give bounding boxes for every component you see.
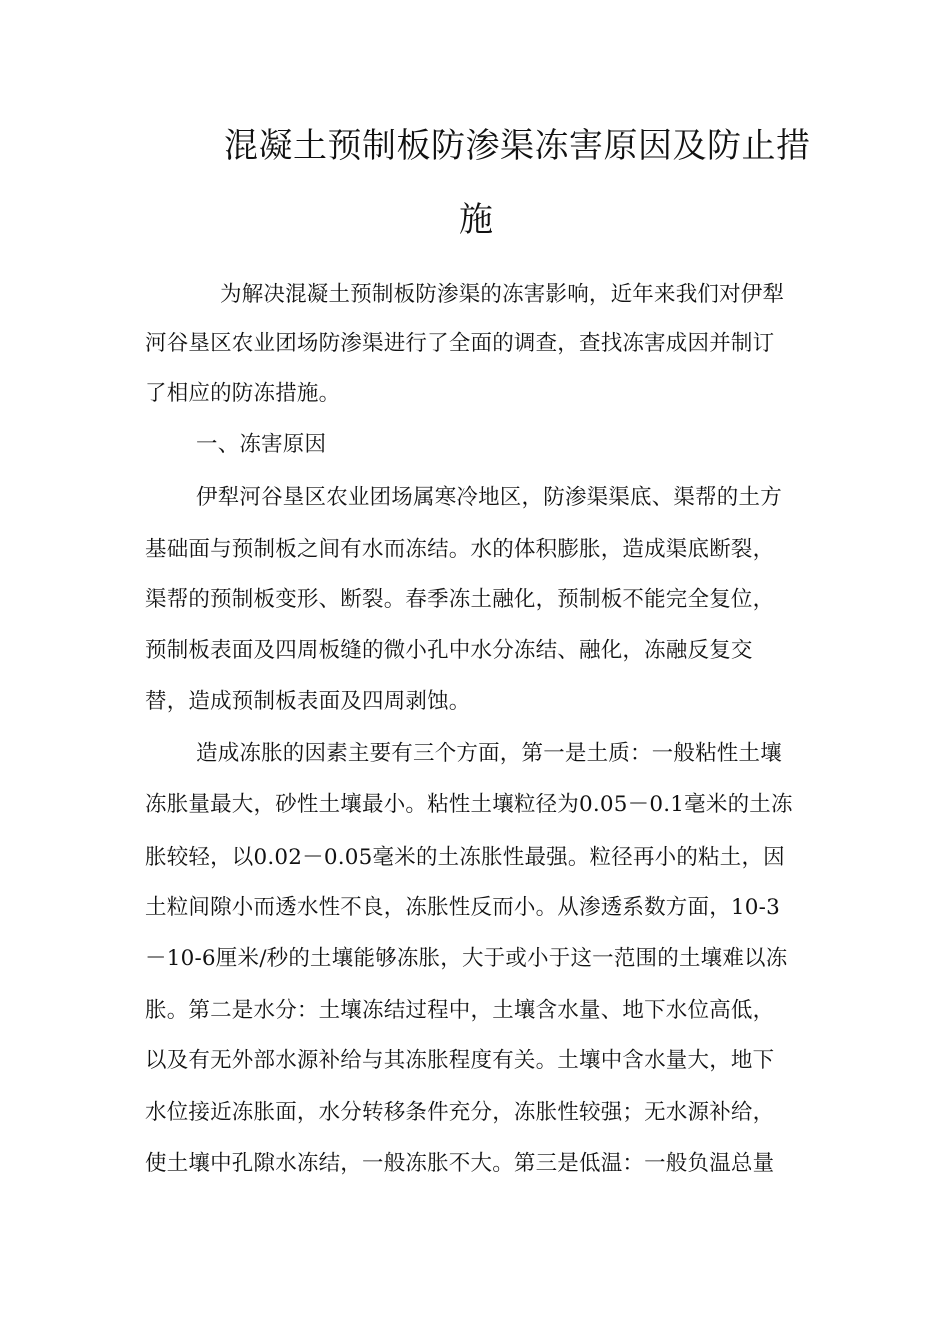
paragraph-1-line-3: 了相应的防冻措施。 (145, 381, 341, 406)
paragraph-2-line-2: 基础面与预制板之间有水而冻结。水的体积膨胀，造成渠底断裂， (145, 537, 775, 562)
paragraph-3-line-7: 以及有无外部水源补给与其冻胀程度有关。土壤中含水量大，地下 (145, 1048, 775, 1073)
paragraph-3-line-4: 土粒间隙小而透水性不良，冻胀性反而小。从渗透系数方面，10-3 (145, 895, 781, 920)
paragraph-3-line-1: 造成冻胀的因素主要有三个方面，第一是土质：一般粘性土壤 (196, 741, 782, 766)
paragraph-3-line-6: 胀。第二是水分：土壤冻结过程中，土壤含水量、地下水位高低， (145, 998, 775, 1023)
paragraph-1-line-2: 河谷垦区农业团场防渗渠进行了全面的调查，查找冻害成因并制订 (145, 331, 775, 356)
paragraph-1-line-1: 为解决混凝土预制板防渗渠的冻害影响，近年来我们对伊犁 (220, 282, 785, 307)
paragraph-2-line-1: 伊犁河谷垦区农业团场属寒冷地区，防渗渠渠底、渠帮的土方 (196, 485, 782, 510)
paragraph-3-line-8: 水位接近冻胀面，水分转移条件充分，冻胀性较强；无水源补给， (145, 1100, 775, 1125)
paragraph-3-line-3: 胀较轻，以0.02－0.05毫米的土冻胀性最强。粒径再小的粘土，因 (145, 845, 785, 870)
document-title-line-2: 施 (459, 200, 494, 240)
document-title-line-1: 混凝土预制板防渗渠冻害原因及防止措 (224, 126, 811, 166)
paragraph-3-line-5: －10-6厘米/秒的土壤能够冻胀，大于或小于这一范围的土壤难以冻 (145, 946, 788, 971)
paragraph-2-line-4: 预制板表面及四周板缝的微小孔中水分冻结、融化，冻融反复交 (145, 638, 753, 663)
paragraph-2-line-5: 替，造成预制板表面及四周剥蚀。 (145, 689, 471, 714)
paragraph-3-line-9: 使土壤中孔隙水冻结，一般冻胀不大。第三是低温：一般负温总量 (145, 1151, 775, 1176)
section-heading: 一、冻害原因 (196, 432, 327, 457)
paragraph-3-line-2: 冻胀量最大，砂性土壤最小。粘性土壤粒径为0.05－0.1毫米的土冻 (145, 792, 793, 817)
paragraph-2-line-3: 渠帮的预制板变形、断裂。春季冻土融化，预制板不能完全复位， (145, 587, 775, 612)
